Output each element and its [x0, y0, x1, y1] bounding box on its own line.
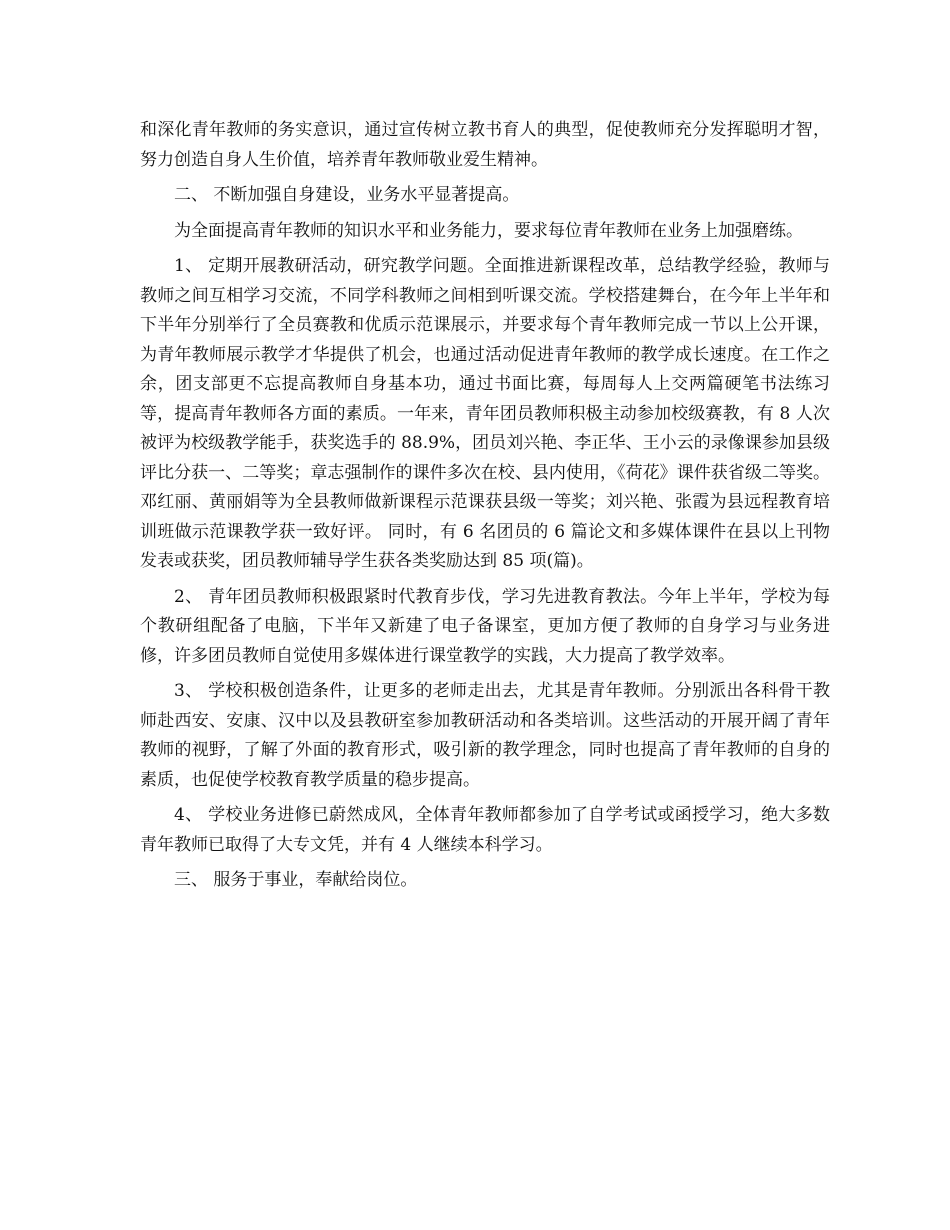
paragraph-section-2-intro: 为全面提高青年教师的知识水平和业务能力，要求每位青年教师在业务上加强磨练。	[174, 220, 803, 241]
paragraph-item-1: 1、 定期开展教研活动，研究教学问题。全面推进新课程改革，总结教学经验，教师与教师之间互相学习交流，不同学科教师之间相到听课交流。学校搭建舞台，在今年上半年和下半年分别举行了全员赛教和优质示范课展示，并要求每个青年教师完成一节以上公开课，为青年教师展示教学才华提供了机会，也通过活动促进青年教师的教学成长速度。在工作之余，团支部更不忘提高教师自身基本功，通过书面比赛，每周每人上交两篇硬笔书法练习等，提高青年教师各方面的素质。一年来，青年团员教师积极主动参加校级赛教，有 8 人次被评为校级教学能手，获奖选手的 88.9%，团员刘兴艳、李正华、王小云的录像课参加县级评比分获一、二等奖；章志强制作的课件多次在校、县内使用，《荷花》课件获省级二等奖。邓红丽、黄丽娟等为全县教师做新课程示范课获县级一等奖；刘兴艳、张霞为县远程教育培训班做示范课教学获一致好评。 同时，有 6 名团员的 6 篇论文和多媒体课件在县以上刊物发表或获奖，团员教师辅导学生获各类奖励达到 85 项(篇)。	[140, 256, 830, 571]
document-page	[140, 116, 830, 902]
paragraph-intro-continuation: 和深化青年教师的务实意识，通过宣传树立教书育人的典型，促使教师充分发挥聪明才智，努力创造自身人生价值，培养青年教师敬业爱生精神。	[140, 120, 830, 170]
section-heading-3: 三、 服务于事业，奉献给岗位。	[174, 870, 418, 890]
section-heading-2: 二、 不断加强自身建设，业务水平显著提高。	[174, 185, 520, 205]
paragraph-item-4: 4、 学校业务进修已蔚然成风，全体青年教师都参加了自学考试或函授学习，绝大多数青年教师已取得了大专文凭，并有 4 人继续本科学习。	[140, 805, 830, 855]
paragraph-item-3: 3、 学校积极创造条件，让更多的老师走出去，尤其是青年教师。分别派出各科骨干教师赴西安、安康、汉中以及县教研室参加教研活动和各类培训。这些活动的开展开阔了青年教师的视野，了解了外面的教育形式，吸引新的教学理念，同时也提高了青年教师的自身的素质，也促使学校教育教学质量的稳步提高。	[140, 681, 830, 790]
paragraph-item-2: 2、 青年团员教师积极跟紧时代教育步伐，学习先进教育教法。今年上半年，学校为每个教研组配备了电脑，下半年又新建了电子备课室，更加方便了教师的自身学习与业务进修，许多团员教师自觉使用多媒体进行课堂教学的实践，大力提高了教学效率。	[140, 586, 830, 666]
